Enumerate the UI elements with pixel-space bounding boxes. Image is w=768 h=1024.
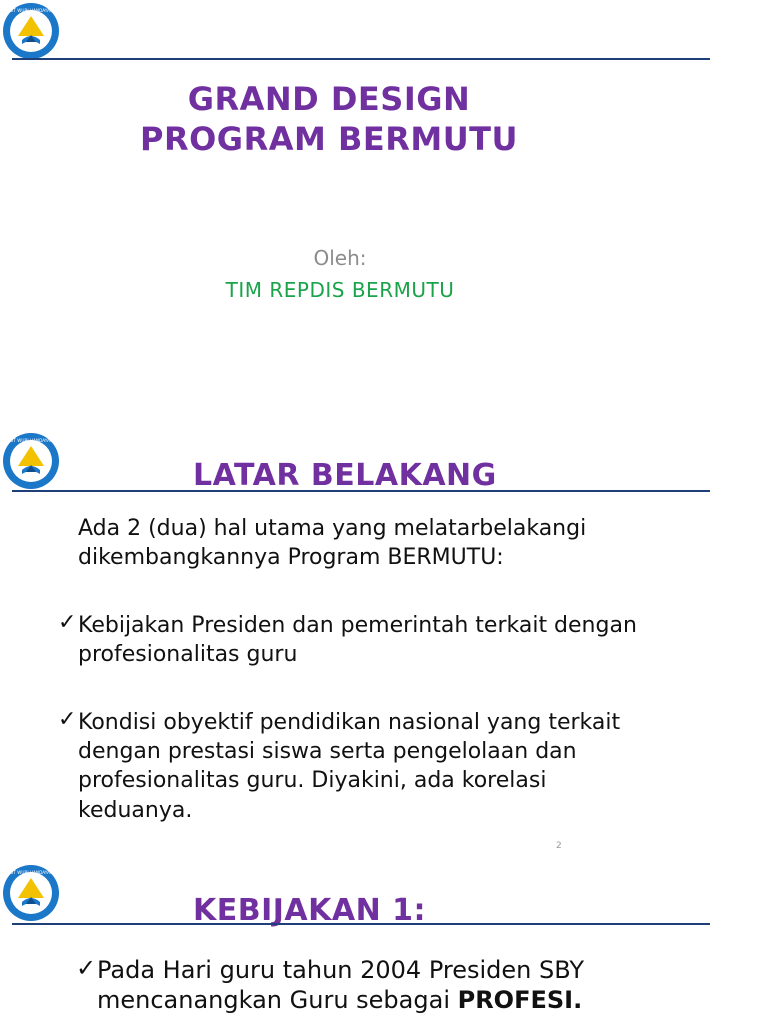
- bullet-2-line-3: profesionalitas guru. Diyakini, ada korelasi: [78, 768, 547, 793]
- bullet-1-line-2: profesionalitas guru: [78, 642, 298, 667]
- checkmark-icon: ✓: [58, 610, 77, 635]
- slide-1: [0, 0, 768, 420]
- page-number: 2: [556, 841, 562, 851]
- tut-wuri-handayani-logo-icon: [2, 864, 60, 922]
- logo-text: TUT WURI HANDAYANI: [7, 8, 55, 13]
- slide-2: [0, 430, 768, 850]
- bullet-2-line-1: Kondisi obyektif pendidikan nasional yang terkait: [78, 710, 621, 735]
- slide-3-bullet-line-1: Pada Hari guru tahun 2004 Presiden SBY: [97, 956, 585, 984]
- tut-wuri-handayani-logo-icon: [2, 432, 60, 490]
- intro-line-2: dikembangkannya Program BERMUTU:: [78, 545, 504, 570]
- logo-text: TUT WURI HANDAYANI: [7, 438, 55, 443]
- author-name: TIM REPDIS BERMUTU: [225, 278, 455, 302]
- slide-1-title-line-2: PROGRAM BERMUTU: [140, 120, 518, 158]
- profesi-emphasis: PROFESI.: [457, 986, 583, 1014]
- checkmark-icon: ✓: [58, 707, 77, 732]
- slide-3: [0, 860, 768, 1024]
- slide-2-title: LATAR BELAKANG: [193, 458, 497, 493]
- bullet-1-line-1: Kebijakan Presiden dan pemerintah terkait dengan: [78, 613, 637, 638]
- slide-3-bullet-line-2-text: mencanangkan Guru sebagai: [97, 986, 458, 1014]
- slide-2-header-rule: [12, 490, 710, 492]
- slide-3-header-rule: [12, 923, 710, 925]
- checkmark-icon: ✓: [76, 954, 97, 982]
- oleh-label: Oleh:: [313, 246, 367, 270]
- slide-3-bullet-line-2: [97, 985, 582, 1015]
- intro-line-1: Ada 2 (dua) hal utama yang melatarbelakangi: [78, 516, 587, 541]
- bullet-2-line-4: keduanya.: [78, 798, 193, 823]
- slide-1-title-line-1: GRAND DESIGN: [187, 80, 471, 118]
- slide-1-header-rule: [12, 58, 710, 60]
- slide-3-title: KEBIJAKAN 1:: [193, 893, 427, 928]
- logo-text: TUT WURI HANDAYANI: [7, 870, 55, 875]
- tut-wuri-handayani-logo-icon: [2, 2, 60, 60]
- bullet-2-line-2: dengan prestasi siswa serta pengelolaan dan: [78, 739, 577, 764]
